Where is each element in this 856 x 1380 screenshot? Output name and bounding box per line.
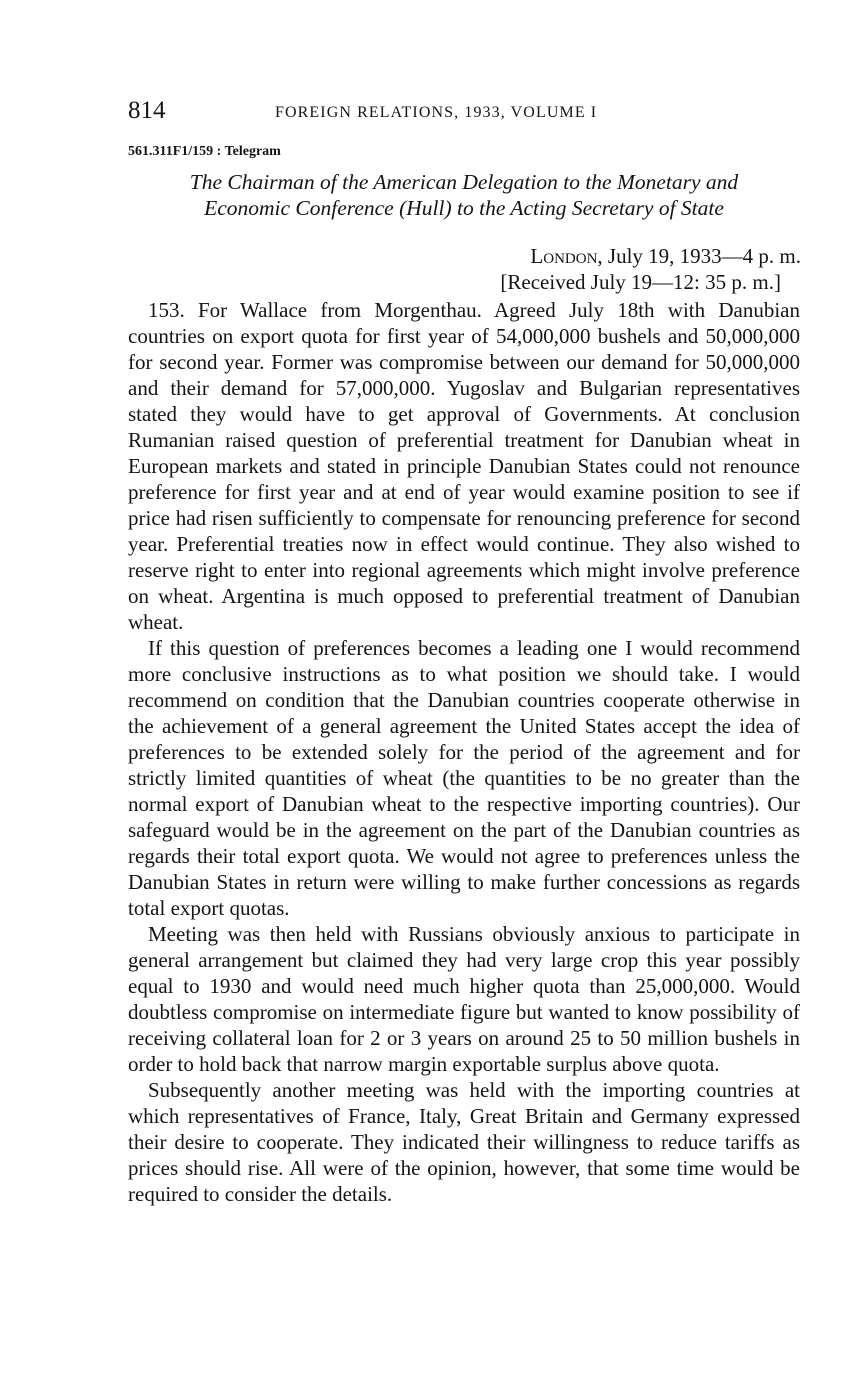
running-header [128, 96, 800, 128]
dateline [500, 243, 801, 295]
file-reference: 561.311F1/159 : Telegram [128, 144, 281, 159]
document-title [128, 169, 800, 221]
document-title-line: Economic Conference (Hull) to the Acting Secretary of State [204, 196, 724, 220]
telegram-body [128, 297, 800, 1207]
document-title-line: The Chairman of the American Delegation to the Monetary and [189, 170, 739, 194]
dateline-place: London [530, 244, 598, 268]
dateline-received: [Received July 19—12: 35 p. m.] [500, 270, 781, 294]
page-number: 814 [128, 97, 166, 124]
paragraph: Meeting was then held with Russians obviously anxious to participate in general arrangement but claimed they had very large crop this year possibly equal to 1930 and would need much higher quota than 25,000,000. Would doubtless compromise on intermediate figure but wanted to know possibility of receiving collateral loan for 2 or 3 years on around 25 to 50 million bushels in order to hold back that narrow margin exportable surplus above quota. [128, 922, 800, 1076]
paragraph: 153. For Wallace from Morgenthau. Agreed July 18th with Danubian countries on export quota for first year of 54,000,000 bushels and 50,000,000 for second year. Former was compromise between our demand for 50,000,000 and their demand for 57,000,000. Yugoslav and Bulgarian representatives stated they would have to get approval of Governments. At conclusion Rumanian raised question of preferential treatment for Danubian wheat in European markets and stated in principle Danubian States could not renounce preference for first year and at end of year would examine position to see if price had risen sufficiently to compensate for renouncing preference for second year. Preferential treaties now in effect would continue. They also wished to reserve right to enter into regional agreements which might involve preference on wheat. Argentina is much opposed to preferential treatment of Danubian wheat. [128, 298, 800, 634]
running-title: FOREIGN RELATIONS, 1933, VOLUME I [275, 104, 598, 121]
paragraph: Subsequently another meeting was held with the importing countries at which representatives of France, Italy, Great Britain and Germany expressed their desire to cooperate. They indicated their willingness to reduce tariffs as prices should rise. All were of the opinion, however, that some time would be required to consider the details. [128, 1078, 800, 1206]
paragraph: If this question of preferences becomes a leading one I would recommend more conclusive instructions as to what position we should take. I would recommend on condition that the Danubian countries cooperate otherwise in the achievement of a general agreement the United States accept the idea of preferences to be extended solely for the period of the agreement and for strictly limited quantities of wheat (the quantities to be no greater than the normal export of Danubian wheat to the respective importing countries). Our safeguard would be in the agreement on the part of the Danubian countries as regards their total export quota. We would not agree to preferences unless the Danubian States in return were willing to make further concessions as regards total export quotas. [128, 636, 800, 920]
dateline-date: , July 19, 1933—4 p. m. [597, 244, 801, 268]
dateline-sent [530, 243, 801, 269]
